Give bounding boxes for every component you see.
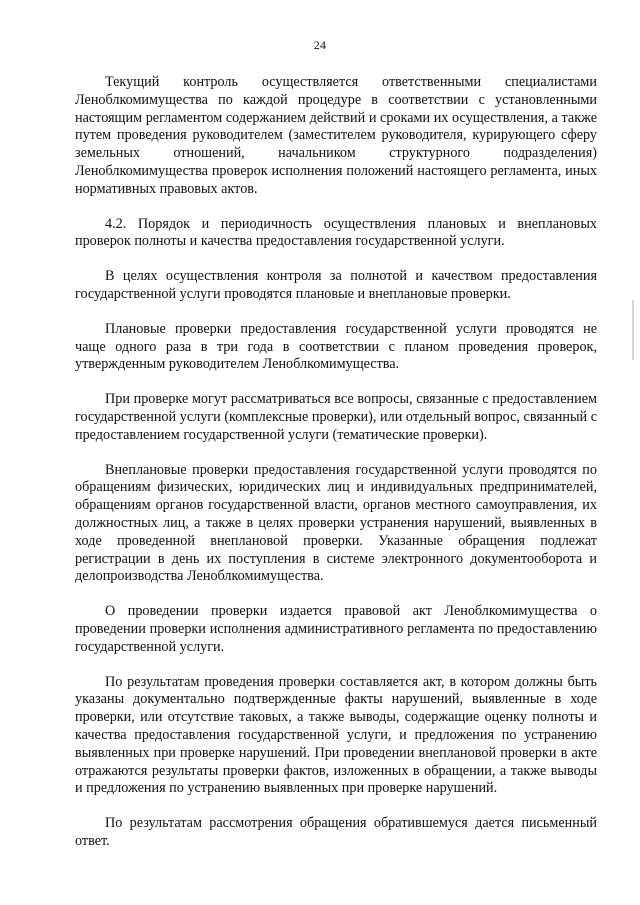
section-heading-4-2: 4.2. Порядок и периодичность осуществления плановых и внеплановых проверок полноты и качества предоставления государственной услуги. (75, 215, 597, 250)
paragraph-current-control: Текущий контроль осуществляется ответственными специалистами Леноблкомимущества по каждой процедуре в соответствии с установленными настоящим регламентом содержанием действий и сроками их осуществления, а также путем проведения руководителем (заместителем руководителя, курирующего сферу земельных отношений, начальником структурного подразделения) Леноблкомимущества проверок исполнения положений настоящего регламента, иных нормативных правовых актов. (75, 74, 597, 197)
paragraph-written-response: По результатам рассмотрения обращения обратившемуся дается письменный ответ. (75, 815, 597, 849)
paragraph-inspection-order: О проведении проверки издается правовой акт Леноблкомимущества о проведении проверки исполнения административного регламента по предоставлению государственной услуги. (75, 603, 597, 655)
scan-edge-mark (632, 300, 634, 360)
paragraph-inspection-results: По результатам проведения проверки составляется акт, в котором должны быть указаны документально подтвержденные факты нарушений, выявленные в ходе проверки, или отсутствие таковых, а также выводы, содержащие оценку полноты и качества предоставления государственной услуги, и предложения по устранению выявленных при проверке нарушений. При проведении внеплановой проверки в акте отражаются результаты проверки фактов, изложенных в обращении, а также выводы и предложения по устранению выявленных при проверке нарушений. (75, 673, 597, 797)
document-body (75, 74, 597, 868)
paragraph-unscheduled-inspections: Внеплановые проверки предоставления государственной услуги проводятся по обращениям физических, юридических лиц и индивидуальных предпринимателей, обращениям органов государственной власти, органов местного самоуправления, их должностных лиц, а также в целях проверки устранения нарушений, выявленных в ходе проведенной внеплановой проверки. Указанные обращения подлежат регистрации в день их поступления в системе электронного документооборота и делопроизводства Леноблкомимущества. (75, 461, 597, 585)
page-number: 24 (313, 38, 327, 52)
paragraph-planned-inspections: Плановые проверки предоставления государственной услуги проводятся не чаще одного раза в три года в соответствии с планом проведения проверок, утвержденным руководителем Леноблкомимущества. (75, 320, 597, 373)
paragraph-inspection-scope: При проверке могут рассматриваться все вопросы, связанные с предоставлением государственной услуги (комплексные проверки), или отдельный вопрос, связанный с предоставлением государственной услуги (тематические проверки). (75, 391, 597, 443)
paragraph-control-purpose: В целях осуществления контроля за полнотой и качеством предоставления государственной услуги проводятся плановые и внеплановые проверки. (75, 268, 597, 302)
